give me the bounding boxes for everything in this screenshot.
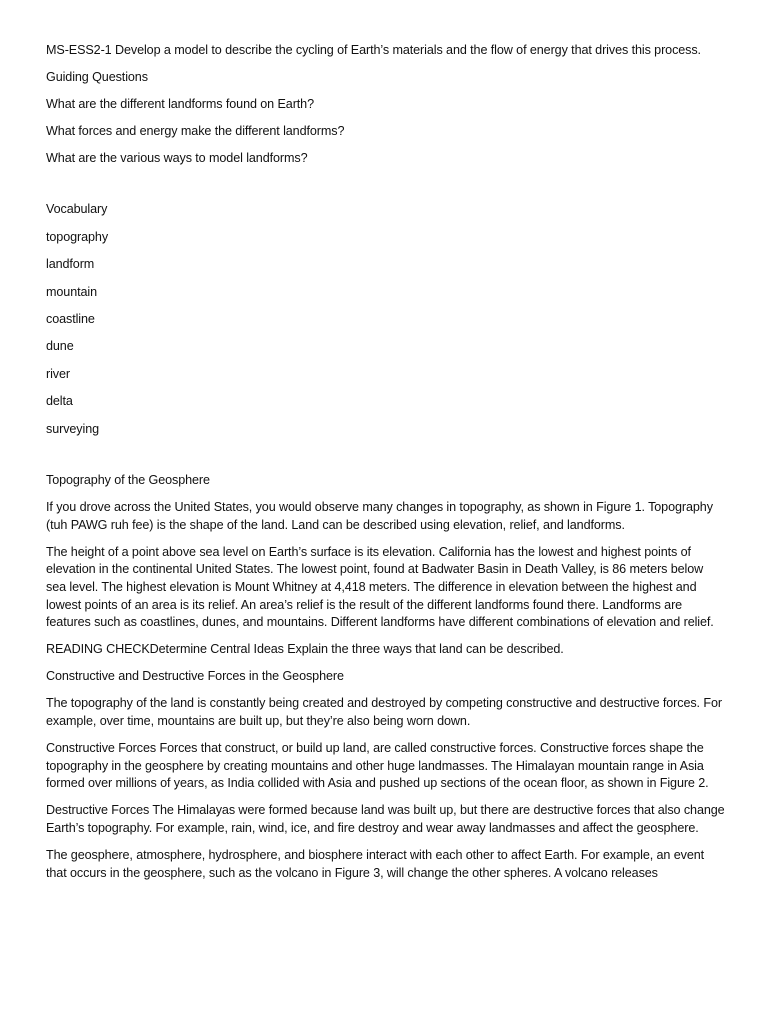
vocabulary-term: delta xyxy=(46,394,73,409)
vocabulary-term: dune xyxy=(46,339,74,354)
reading-check: READING CHECKDetermine Central Ideas Explain the three ways that land can be described. xyxy=(46,642,564,657)
vocabulary-term: landform xyxy=(46,257,95,272)
spacer xyxy=(46,177,726,201)
guiding-question: What are the different landforms found on Earth? xyxy=(46,97,314,112)
vocabulary-list xyxy=(46,201,726,438)
body-paragraph: The geosphere, atmosphere, hydrosphere, and biosphere interact with each other to affect Earth. For example, an event that occurs in the geosphere, such as the volcano in Figure 3, will change the other spheres. A volcano releases xyxy=(46,848,705,880)
section-heading: Constructive and Destructive Forces in the Geosphere xyxy=(46,669,344,684)
vocabulary-term: surveying xyxy=(46,421,99,436)
body-paragraph: The topography of the land is constantly being created and destroyed by competing constructive and destructive forces. For example, over time, mountains are built up, but they’re also being worn down. xyxy=(46,696,722,729)
guiding-question: What are the various ways to model landforms? xyxy=(46,151,308,166)
body-paragraph: If you drove across the United States, you would observe many changes in topography, as shown in Figure 1. Topography (tuh PAWG ruh fee) is the shape of the land. Land can be described using elevation, relief, and landforms. xyxy=(46,500,713,532)
body-paragraph: The height of a point above sea level on Earth’s surface is its elevation. California has the lowest and highest points of elevation in the continental United States. The lowest point, found at Badwater Basin in Death Valley, is 86 meters below sea level. The highest elevation is Mount Whitney at 4,418 meters. The difference in elevation between the highest and lowest points of an area is its relief. An area’s relief is the result of the different landforms found there. Landforms are features such as coastlines, dunes, and mountains. Different landforms have different combinations of elevation and relief. xyxy=(46,544,714,630)
vocabulary-term: coastline xyxy=(46,312,95,327)
document-page xyxy=(46,42,726,892)
spacer xyxy=(46,448,726,472)
guiding-questions-heading: Guiding Questions xyxy=(46,70,148,85)
section-heading: Topography of the Geosphere xyxy=(46,472,210,487)
body-paragraph: Constructive Forces Forces that construct, or build up land, are called constructive forces. Constructive forces shape the topography in the geosphere by creating mountains and other huge landmasses. The Himalayan mountain range in Asia formed over millions of years, as India collided with Asia and pushed up sections of the ocean floor, as shown in Figure 2. xyxy=(46,741,709,791)
standard-statement: MS-ESS2-1 Develop a model to describe the cycling of Earth’s materials and the flow of energy that drives this process. xyxy=(46,43,701,57)
guiding-question: What forces and energy make the different landforms? xyxy=(46,124,345,139)
vocabulary-heading: Vocabulary xyxy=(46,202,108,217)
body-paragraph: Destructive Forces The Himalayas were formed because land was built up, but there are destructive forces that also change Earth’s topography. For example, rain, wind, ice, and fire destroy and wear away landmasses and affect the geosphere. xyxy=(46,803,725,835)
vocabulary-term: mountain xyxy=(46,284,98,299)
vocabulary-term: river xyxy=(46,366,70,381)
vocabulary-term: topography xyxy=(46,229,109,244)
